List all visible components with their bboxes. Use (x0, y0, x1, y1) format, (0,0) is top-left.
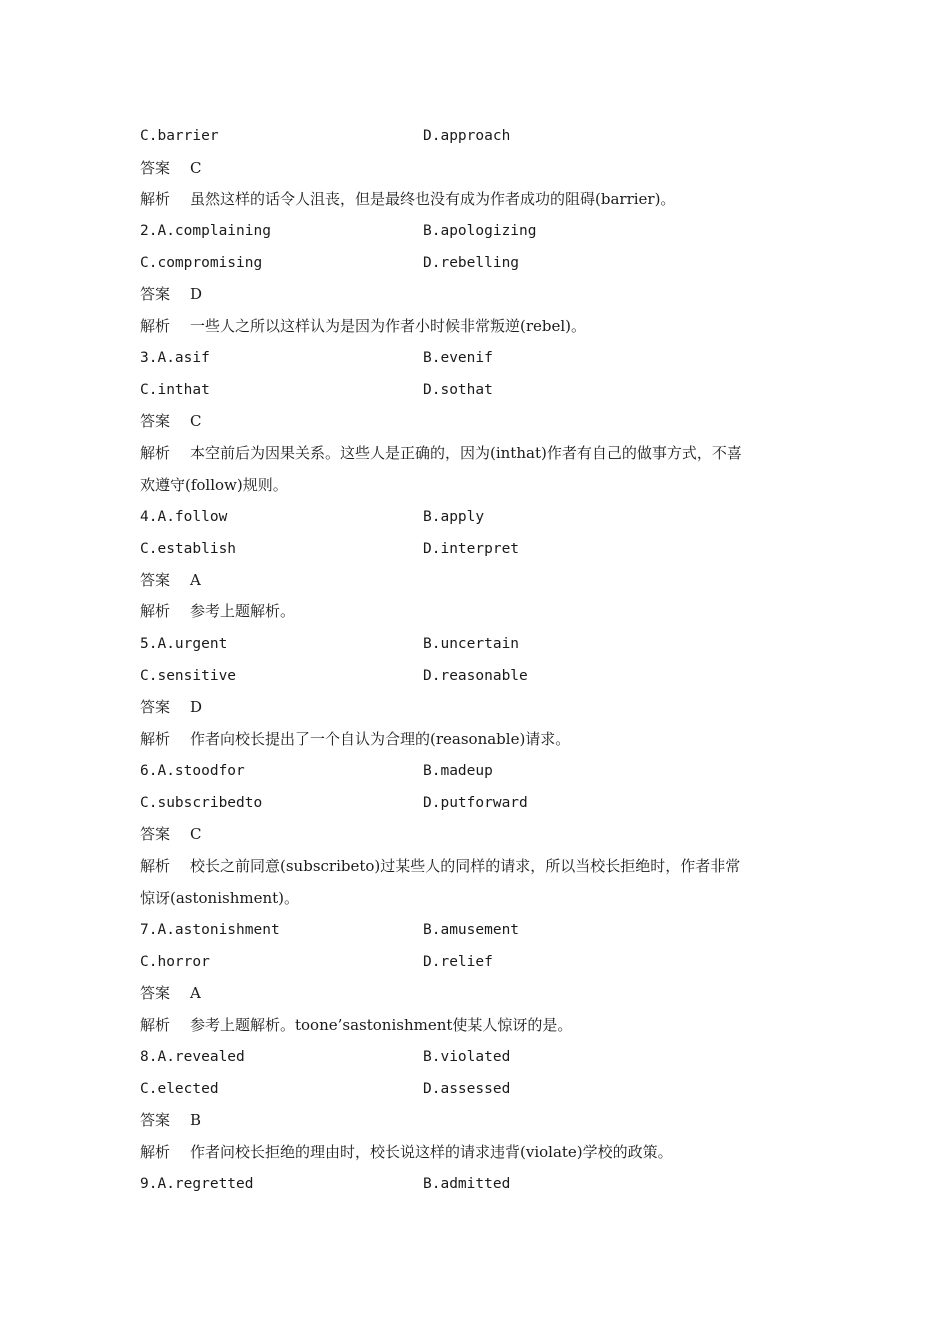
explanation-text: 作者向校长提出了一个自认为合理的(reasonable)请求。 (190, 730, 571, 748)
answer-value: C (190, 825, 202, 843)
explanation-label: 解析 (140, 444, 171, 462)
explanation-label: 解析 (140, 1143, 171, 1161)
q7-answer (140, 983, 201, 1003)
q8-option-d: D.assessed (423, 1081, 511, 1097)
explanation-label: 解析 (140, 190, 171, 208)
q6-option-b: B.madeup (423, 763, 493, 779)
q8-answer (140, 1110, 201, 1130)
answer-label: 答案 (140, 571, 171, 589)
explanation-text: 作者问校长拒绝的理由时，校长说这样的请求违背(violate)学校的政策。 (190, 1143, 673, 1161)
q4-explanation (140, 601, 295, 621)
q4-answer (140, 570, 201, 590)
explanation-text: 一些人之所以这样认为是因为作者小时候非常叛逆(rebel)。 (190, 317, 587, 335)
q3-explanation-cont: 欢遵守(follow)规则。 (140, 476, 288, 494)
q6-option-a: 6.A.stoodfor (140, 763, 245, 779)
q1-option-c: C.barrier (140, 128, 219, 144)
answer-value: C (190, 412, 202, 430)
answer-value: A (190, 571, 201, 589)
explanation-label: 解析 (140, 602, 171, 620)
q5-option-b: B.uncertain (423, 636, 520, 652)
q9-option-a: 9.A.regretted (140, 1176, 254, 1192)
answer-value: B (190, 1111, 202, 1129)
explanation-text: 参考上题解析。toone’sastonishment使某人惊讶的是。 (190, 1016, 573, 1034)
q6-explanation-cont: 惊讶(astonishment)。 (140, 889, 300, 907)
answer-label: 答案 (140, 285, 171, 303)
q8-option-c: C.elected (140, 1081, 219, 1097)
q8-option-b: B.violated (423, 1049, 511, 1065)
answer-value: D (190, 698, 203, 716)
q6-explanation (140, 856, 740, 876)
q4-option-b: B.apply (423, 509, 485, 525)
answer-label: 答案 (140, 984, 171, 1002)
q2-explanation (140, 316, 586, 336)
explanation-text: 校长之前同意(subscribeto)过某些人的同样的请求，所以当校长拒绝时，作者非常 (190, 857, 741, 875)
explanation-text: 本空前后为因果关系。这些人是正确的，因为(inthat)作者有自己的做事方式，不喜 (190, 444, 742, 462)
explanation-text: 虽然这样的话令人沮丧，但是最终也没有成为作者成功的阻碍(barrier)。 (190, 190, 676, 208)
q2-option-c: C.compromising (140, 255, 263, 271)
q4-option-a: 4.A.follow (140, 509, 228, 525)
q3-answer (140, 411, 201, 431)
q4-option-d: D.interpret (423, 541, 520, 557)
q1-answer (140, 158, 201, 178)
answer-label: 答案 (140, 698, 171, 716)
q9-option-b: B.admitted (423, 1176, 511, 1192)
q3-option-c: C.inthat (140, 382, 210, 398)
q1-option-d: D.approach (423, 128, 511, 144)
q2-option-b: B.apologizing (423, 223, 537, 239)
q7-option-b: B.amusement (423, 922, 520, 938)
answer-label: 答案 (140, 825, 171, 843)
q3-option-d: D.sothat (423, 382, 493, 398)
q7-option-a: 7.A.astonishment (140, 922, 280, 938)
q5-explanation (140, 729, 570, 749)
answer-label: 答案 (140, 1111, 171, 1129)
q4-option-c: C.establish (140, 541, 237, 557)
q6-option-d: D.putforward (423, 795, 528, 811)
explanation-label: 解析 (140, 317, 171, 335)
q2-answer (140, 284, 202, 304)
explanation-label: 解析 (140, 730, 171, 748)
answer-label: 答案 (140, 159, 171, 177)
q3-explanation (140, 443, 742, 463)
q2-option-a: 2.A.complaining (140, 223, 271, 239)
q5-option-c: C.sensitive (140, 668, 237, 684)
q3-option-b: B.evenif (423, 350, 493, 366)
q6-option-c: C.subscribedto (140, 795, 263, 811)
explanation-label: 解析 (140, 1016, 171, 1034)
q7-option-d: D.relief (423, 954, 493, 970)
q2-option-d: D.rebelling (423, 255, 520, 271)
explanation-label: 解析 (140, 857, 171, 875)
q6-answer (140, 824, 201, 844)
answer-value: C (190, 159, 202, 177)
q8-explanation (140, 1142, 673, 1162)
answer-label: 答案 (140, 412, 171, 430)
q3-option-a: 3.A.asif (140, 350, 210, 366)
q5-option-a: 5.A.urgent (140, 636, 228, 652)
q7-option-c: C.horror (140, 954, 210, 970)
explanation-text: 参考上题解析。 (190, 602, 296, 620)
q7-explanation (140, 1015, 572, 1035)
q5-option-d: D.reasonable (423, 668, 528, 684)
q5-answer (140, 697, 202, 717)
q1-explanation (140, 189, 675, 209)
q8-option-a: 8.A.revealed (140, 1049, 245, 1065)
answer-value: A (190, 984, 201, 1002)
answer-value: D (190, 285, 203, 303)
